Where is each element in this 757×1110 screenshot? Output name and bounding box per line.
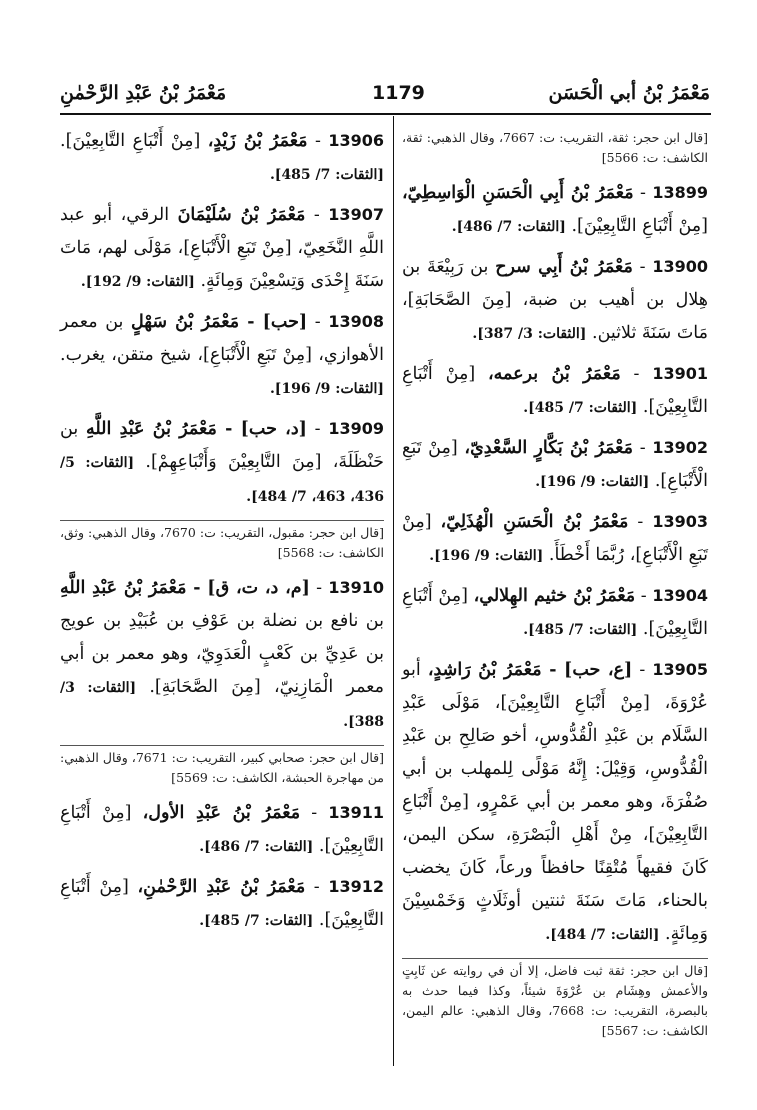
entry-name: [م، د، ت، ق] - مَعْمَرُ بْنُ عَبْدِ اللَّهِ xyxy=(60,578,310,598)
entry-text: [مِنْ تَبَعِ الْأَتْبَاعِ]. xyxy=(402,438,708,491)
entry-ref: [الثقات: 7/ 485]. xyxy=(523,622,638,638)
entry-name: مَعْمَرُ بْنُ زَيْدٍ، xyxy=(207,131,308,151)
entry-text: [مِنْ تَبَعِ الْأَتْبَاعِ]، رُبَّمَا أَخْطَأَ. xyxy=(402,512,708,565)
footnote-top: [قال ابن حجر: ثقة، التقريب: ت: 7667، وقال الذهبي: ثقة، الكاشف: ت: 5566] xyxy=(402,130,708,165)
entry-name: [د، حب] - مَعْمَرُ بْنُ عَبْدِ اللَّهِ xyxy=(85,419,307,439)
entry-13902: 13902 - مَعْمَرُ بْنُ بَكَّارٍ السَّعْدِيّ، [مِنْ تَبَعِ الْأَتْبَاعِ]. [الثقات: 9/ 196]. xyxy=(402,438,708,491)
entry-ref: [الثقات: 7/ 484]. xyxy=(545,927,660,943)
entry-number: 13912 xyxy=(328,877,384,896)
entry-13900: 13900 - مَعْمَرُ بْنُ أَبِي سرح بن رَبِيْعَةَ بن هِلال بن أهيب بن ضبة، [مِنَ الصَّحَابَةِ]، مَاتَ سَنَةَ ثلاثين. [الثقات: 3/ 387]. xyxy=(402,257,708,343)
header-rule xyxy=(60,113,711,115)
entry-number: 13910 xyxy=(328,578,384,597)
running-title-right: مَعْمَرُ بْنُ أبي الْحَسَن xyxy=(548,82,710,104)
entry-13910: 13910 - [م، د، ت، ق] - مَعْمَرُ بْنُ عَبْدِ اللَّهِ بن نافع بن نضلة بن عَوْفِ بن عُبَيْدِ بن عويج بن عَدِيِّ بن كَعْبٍ الْعَدَوِيّ، وهو معمر بن أبي معمر الْمَازِنِيّ، [مِنَ الصَّحَابَةِ]. [الثقات: 3/ 388]. xyxy=(60,578,384,730)
entry-13911: 13911 - مَعْمَرُ بْنُ عَبْدِ الأول، [مِنْ أَتْبَاعِ التَّابِعِيْنَ]. [الثقات: 7/ 486]. xyxy=(60,803,385,856)
entry-text: أبو عُرْوَةَ، [مِنْ أَتْبَاعِ التَّابِعِيْنَ]، مَوْلَى عَبْدِ السَّلَام بن عَبْدِ الْقُدُّوسِ، أخو صَالِحِ بن عَبْدِ الْقُدُّوسِ، وَقِيْلَ: إِنَّهُ مَوْلًى لِلمهلب بن أبي صُفْرَةَ، وهو معمر بن أبي عَمْرٍو، [مِنْ أَتْبَاعِ التَّابِعِيْنَ]، مِنْ أَهْلِ الْبَصْرَةِ، سكن اليمن، كَانَ فقيهاً مُتْقِنًا حافظاً ورعاً، كَانَ يخضب بالحناء، مَاتَ سَنَةَ ثنتين أوثَلَاثٍ وَخَمْسِيْنَ وَمِائَةٍ. xyxy=(402,660,708,944)
entry-13903: 13903 - مَعْمَرُ بْنُ الْحَسَنِ الْهُذَلِيّ، [مِنْ تَبَعِ الْأَتْبَاعِ]، رُبَّمَا أَخْطَأَ. [الثقات: 9/ 196]. xyxy=(402,512,708,565)
entry-name: مَعْمَرُ بْنُ الْحَسَنِ الْهُذَلِيّ، xyxy=(440,512,629,532)
entry-text: [مِنْ أَتْبَاعِ التَّابِعِيْنَ]. xyxy=(571,216,708,236)
entry-ref: [الثقات: 9/ 196]. xyxy=(429,548,544,564)
entry-number: 13905 xyxy=(652,660,708,679)
entry-13907: 13907 - مَعْمَرُ بْنُ سُلَيْمَانَ الرقي، أبو عبد اللَّهِ النَّخَعِيّ، [مِنْ تَبَعِ الْأَتْبَاعِ]، مَوْلَى لهم، مَاتَ سَنَةَ إِحْدَى وَتِسْعِيْنَ وَمِائَةٍ. [الثقات: 9/ 192]. xyxy=(60,205,384,291)
entry-text: [مِنْ أَتْبَاعِ التَّابِعِيْنَ]. xyxy=(60,803,384,856)
entry-number: 13908 xyxy=(328,312,384,331)
entry-ref: [الثقات: 5/ 436، 463، 7/ 484]. xyxy=(60,455,384,505)
entry-13899: 13899 - مَعْمَرُ بْنُ أَبِي الْحَسَنِ الْوَاسِطِيّ، [مِنْ أَتْبَاعِ التَّابِعِيْنَ]. [الثقات: 7/ 486]. xyxy=(402,183,708,236)
entry-number: 13903 xyxy=(652,512,708,531)
footnote-13909: [قال ابن حجر: مقبول، التقريب: ت: 7670، وقال الذهبي: وثق، الكاشف: ت: 5568] xyxy=(60,520,384,563)
entry-text: بن رَبِيْعَةَ بن هِلال بن أهيب بن ضبة، [مِنَ الصَّحَابَةِ]، مَاتَ سَنَةَ ثلاثين. xyxy=(402,257,708,343)
running-title-left: مَعْمَرُ بْنُ عَبْدِ الرَّحْمٰنِ xyxy=(60,82,227,104)
entry-number: 13901 xyxy=(652,364,708,383)
entry-13904: 13904 - مَعْمَرُ بْنُ خثيم الهِلالي، [مِنْ أَتْبَاعِ التَّابِعِيْنَ]. [الثقات: 7/ 485]. xyxy=(402,586,709,639)
entry-name: مَعْمَرُ بْنُ عَبْدِ الرَّحْمٰنِ، xyxy=(137,877,306,897)
entry-name: مَعْمَرُ بْنُ سُلَيْمَانَ xyxy=(177,205,306,225)
entry-text: [مِنْ أَتْبَاعِ التَّابِعِيْنَ]. xyxy=(402,364,708,417)
column-divider xyxy=(393,116,394,1066)
page-header xyxy=(60,82,710,112)
entry-number: 13899 xyxy=(652,183,708,202)
entry-number: 13906 xyxy=(328,131,384,150)
entry-ref: [الثقات: 7/ 486]. xyxy=(199,839,314,855)
entry-name: [ع، حب] - مَعْمَرُ بْنُ رَاشِدٍ، xyxy=(427,660,633,680)
entry-13912: 13912 - مَعْمَرُ بْنُ عَبْدِ الرَّحْمٰنِ، [مِنْ أَتْبَاعِ التَّابِعِيْنَ]. [الثقات: 7/ 485]. xyxy=(60,877,384,930)
entry-13908: 13908 - [حب] - مَعْمَرُ بْنُ سَهْلٍ بن معمر الأهوازي، [مِنْ تَبَعِ الْأَتْبَاعِ]، شيخ متقن، يغرب. [الثقات: 9/ 196]. xyxy=(60,312,384,397)
entry-13905: 13905 - [ع، حب] - مَعْمَرُ بْنُ رَاشِدٍ، أبو عُرْوَةَ، [مِنْ أَتْبَاعِ التَّابِعِيْنَ]، مَوْلَى عَبْدِ السَّلَام بن عَبْدِ الْقُدُّوسِ، أخو صَالِحِ بن عَبْدِ الْقُدُّوسِ، وَقِيْلَ: إِنَّهُ مَوْلًى لِلمهلب بن أبي صُفْرَةَ، وهو معمر بن أبي عَمْرٍو، [مِنْ أَتْبَاعِ التَّابِعِيْنَ]، مِنْ أَهْلِ الْبَصْرَةِ، سكن اليمن، كَانَ فقيهاً مُتْقِنًا حافظاً ورعاً، كَانَ يخضب بالحناء، مَاتَ سَنَةَ ثنتين أوثَلَاثٍ وَخَمْسِيْنَ وَمِائَةٍ. [الثقات: 7/ 484]. xyxy=(402,660,708,944)
entry-ref: [الثقات: 9/ 196]. xyxy=(269,381,384,397)
entry-text: الرقي، أبو عبد اللَّهِ النَّخَعِيّ، [مِنْ تَبَعِ الْأَتْبَاعِ]، مَوْلَى لهم، مَاتَ سَنَةَ إِحْدَى وَتِسْعِيْنَ وَمِائَةٍ. xyxy=(60,205,384,291)
entry-name: مَعْمَرُ بْنُ برعمه، xyxy=(488,364,621,384)
entry-text: [مِنْ أَتْبَاعِ التَّابِعِيْنَ]. xyxy=(402,586,708,639)
entry-number: 13902 xyxy=(652,438,708,457)
entry-ref: [الثقات: 7/ 486]. xyxy=(451,219,566,235)
entry-ref: [الثقات: 7/ 485]. xyxy=(199,913,314,929)
entry-ref: [الثقات: 9/ 192]. xyxy=(80,274,195,290)
entry-text: بن نافع بن نضلة بن عَوْفِ بن عُبَيْدِ بن عويج بن عَدِيِّ بن كَعْبٍ الْعَدَوِيّ، وهو معمر بن أبي معمر الْمَازِنِيّ، [مِنَ الصَّحَابَةِ]. xyxy=(60,611,384,697)
entry-number: 13907 xyxy=(328,205,384,224)
footnote-13905: [قال ابن حجر: ثقة ثبت فاضل، إلا أن في روايته عن ثَابِتٍ والأعمش وهِشَام بن عُرْوَةَ شيئاً، وكذا فيما حدث به بالبصرة، التقريب: ت: 7668، وقال الذهبي: عالم اليمن، الكاشف: ت: 5567] xyxy=(402,958,708,1041)
right-column xyxy=(402,124,708,1049)
entry-text: بن معمر الأهوازي، [مِنْ تَبَعِ الْأَتْبَاعِ]، شيخ متقن، يغرب. xyxy=(60,312,384,365)
entry-name: مَعْمَرُ بْنُ خثيم الهِلالي، xyxy=(473,586,636,606)
entry-13906: 13906 - مَعْمَرُ بْنُ زَيْدٍ، [مِنْ أَتْبَاعِ التَّابِعِيْنَ]. [الثقات: 7/ 485]. xyxy=(60,131,384,183)
left-column xyxy=(60,124,384,944)
entry-text: بن حَنْظَلَةَ، [مِنَ التَّابِعِيْنَ وَأَتْبَاعِهِمْ]. xyxy=(60,419,384,472)
entry-ref: [الثقات: 7/ 485]. xyxy=(523,400,638,416)
page-number: 1179 xyxy=(372,82,425,104)
footnote-13910: [قال ابن حجر: صحابي كبير، التقريب: ت: 7671، وقال الذهبي: من مهاجرة الحبشة، الكاشف: ت: 5569] xyxy=(60,745,384,788)
entry-13909: 13909 - [د، حب] - مَعْمَرُ بْنُ عَبْدِ اللَّهِ بن حَنْظَلَةَ، [مِنَ التَّابِعِيْنَ وَأَتْبَاعِهِمْ]. [الثقات: 5/ 436، 463، 7/ 484]. xyxy=(60,419,384,505)
entry-name: مَعْمَرُ بْنُ أَبِي الْحَسَنِ الْوَاسِطِيّ، xyxy=(402,183,634,203)
entry-name: مَعْمَرُ بْنُ بَكَّارٍ السَّعْدِيّ، xyxy=(464,438,633,458)
entry-ref: [الثقات: 7/ 485]. xyxy=(269,167,384,183)
entry-ref: [الثقات: 3/ 388]. xyxy=(60,680,384,730)
entry-number: 13909 xyxy=(328,419,384,438)
entry-number: 13904 xyxy=(652,586,709,605)
entry-name: مَعْمَرُ بْنُ عَبْدِ الأول، xyxy=(142,803,301,823)
entry-ref: [الثقات: 9/ 196]. xyxy=(535,474,650,490)
entry-ref: [الثقات: 3/ 387]. xyxy=(472,326,587,342)
entry-13901: 13901 - مَعْمَرُ بْنُ برعمه، [مِنْ أَتْبَاعِ التَّابِعِيْنَ]. [الثقات: 7/ 485]. xyxy=(402,364,708,417)
entry-name: مَعْمَرُ بْنُ أَبِي سرح xyxy=(495,257,633,277)
entry-name: [حب] - مَعْمَرُ بْنُ سَهْلٍ xyxy=(131,312,308,332)
entry-text: [مِنْ أَتْبَاعِ التَّابِعِيْنَ]. xyxy=(60,131,201,151)
entry-text: [مِنْ أَتْبَاعِ التَّابِعِيْنَ]. xyxy=(60,877,384,930)
entry-number: 13911 xyxy=(328,803,385,822)
entry-number: 13900 xyxy=(652,257,708,276)
